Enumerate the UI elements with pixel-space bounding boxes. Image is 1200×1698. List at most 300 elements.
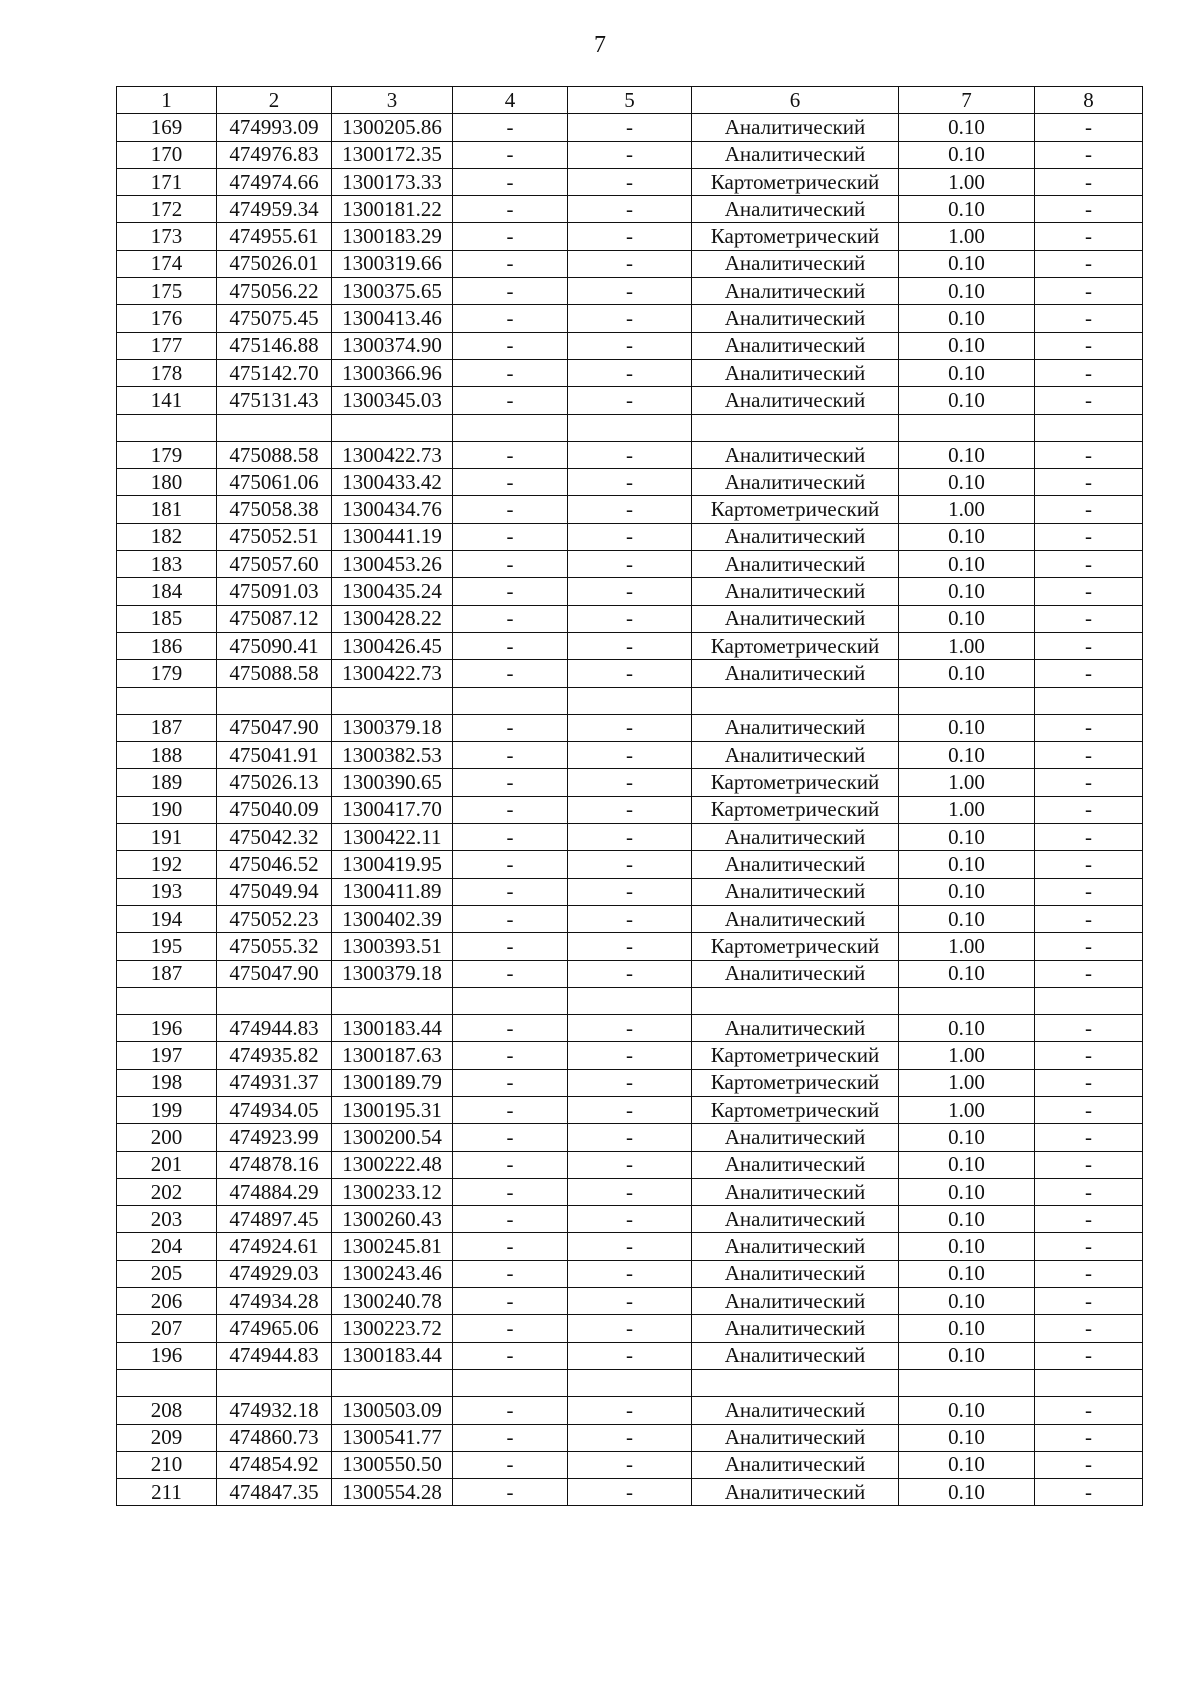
- method-cell: Картометрический: [692, 223, 899, 250]
- accuracy-cell: [899, 987, 1035, 1014]
- accuracy-cell: 0.10: [899, 1479, 1035, 1506]
- column-5-cell: -: [568, 632, 692, 659]
- point-number-cell: 187: [117, 714, 217, 741]
- x-coordinate-cell: 475026.13: [217, 769, 332, 796]
- x-coordinate-cell: 475047.90: [217, 960, 332, 987]
- accuracy-cell: [899, 414, 1035, 441]
- point-number-cell: [117, 414, 217, 441]
- column-4-cell: -: [453, 114, 568, 141]
- table-row: [117, 1233, 1143, 1260]
- accuracy-cell: 0.10: [899, 578, 1035, 605]
- column-4-cell: -: [453, 742, 568, 769]
- column-5-cell: -: [568, 1124, 692, 1151]
- table-row: [117, 1124, 1143, 1151]
- method-cell: [692, 1369, 899, 1396]
- column-8-cell: -: [1035, 605, 1143, 632]
- method-cell: Аналитический: [692, 114, 899, 141]
- method-cell: Аналитический: [692, 523, 899, 550]
- y-coordinate-cell: 1300422.73: [332, 441, 453, 468]
- method-cell: [692, 687, 899, 714]
- column-8-cell: -: [1035, 168, 1143, 195]
- column-4-cell: -: [453, 1397, 568, 1424]
- y-coordinate-cell: 1300183.44: [332, 1342, 453, 1369]
- point-number-cell: 172: [117, 196, 217, 223]
- accuracy-cell: 0.10: [899, 714, 1035, 741]
- column-5-cell: -: [568, 1015, 692, 1042]
- column-4-cell: -: [453, 1233, 568, 1260]
- column-8-cell: -: [1035, 1424, 1143, 1451]
- column-8-cell: -: [1035, 114, 1143, 141]
- x-coordinate-cell: 474931.37: [217, 1069, 332, 1096]
- y-coordinate-cell: [332, 687, 453, 714]
- point-number-cell: 173: [117, 223, 217, 250]
- separator-row: [117, 1369, 1143, 1396]
- y-coordinate-cell: 1300366.96: [332, 359, 453, 386]
- accuracy-cell: 1.00: [899, 933, 1035, 960]
- column-8-cell: -: [1035, 1015, 1143, 1042]
- x-coordinate-cell: 474934.05: [217, 1096, 332, 1123]
- point-number-cell: 205: [117, 1260, 217, 1287]
- x-coordinate-cell: [217, 414, 332, 441]
- column-8-cell: -: [1035, 1342, 1143, 1369]
- y-coordinate-cell: 1300345.03: [332, 387, 453, 414]
- point-number-cell: 177: [117, 332, 217, 359]
- x-coordinate-cell: 474924.61: [217, 1233, 332, 1260]
- point-number-cell: 195: [117, 933, 217, 960]
- table-row: [117, 1397, 1143, 1424]
- column-5-cell: -: [568, 605, 692, 632]
- y-coordinate-cell: 1300245.81: [332, 1233, 453, 1260]
- column-5-cell: -: [568, 769, 692, 796]
- y-coordinate-cell: 1300541.77: [332, 1424, 453, 1451]
- accuracy-cell: [899, 687, 1035, 714]
- method-cell: Картометрический: [692, 933, 899, 960]
- column-8-cell: -: [1035, 523, 1143, 550]
- point-number-cell: 203: [117, 1206, 217, 1233]
- x-coordinate-cell: 475087.12: [217, 605, 332, 632]
- method-cell: Аналитический: [692, 905, 899, 932]
- method-cell: Аналитический: [692, 196, 899, 223]
- accuracy-cell: 0.10: [899, 1260, 1035, 1287]
- point-number-cell: 208: [117, 1397, 217, 1424]
- x-coordinate-cell: 475088.58: [217, 660, 332, 687]
- y-coordinate-cell: 1300172.35: [332, 141, 453, 168]
- table-row: [117, 742, 1143, 769]
- table-row: [117, 578, 1143, 605]
- column-4-cell: -: [453, 523, 568, 550]
- column-8-cell: -: [1035, 632, 1143, 659]
- column-5-cell: -: [568, 223, 692, 250]
- point-number-cell: 174: [117, 250, 217, 277]
- accuracy-cell: 0.10: [899, 359, 1035, 386]
- y-coordinate-cell: 1300240.78: [332, 1288, 453, 1315]
- table-row: [117, 796, 1143, 823]
- x-coordinate-cell: 474878.16: [217, 1151, 332, 1178]
- point-number-cell: 193: [117, 878, 217, 905]
- method-cell: Аналитический: [692, 551, 899, 578]
- table-row: [117, 223, 1143, 250]
- point-number-cell: 202: [117, 1178, 217, 1205]
- point-number-cell: 179: [117, 660, 217, 687]
- column-4-cell: -: [453, 1069, 568, 1096]
- y-coordinate-cell: [332, 414, 453, 441]
- column-5-cell: -: [568, 660, 692, 687]
- x-coordinate-cell: 474934.28: [217, 1288, 332, 1315]
- table-row: [117, 551, 1143, 578]
- accuracy-cell: 0.10: [899, 824, 1035, 851]
- method-cell: Аналитический: [692, 1397, 899, 1424]
- y-coordinate-cell: 1300379.18: [332, 960, 453, 987]
- method-cell: Аналитический: [692, 1479, 899, 1506]
- column-header: 7: [899, 87, 1035, 114]
- table-row: [117, 1479, 1143, 1506]
- column-4-cell: [453, 414, 568, 441]
- x-coordinate-cell: 475041.91: [217, 742, 332, 769]
- accuracy-cell: 0.10: [899, 250, 1035, 277]
- point-number-cell: 211: [117, 1479, 217, 1506]
- table-row: [117, 496, 1143, 523]
- column-5-cell: -: [568, 1479, 692, 1506]
- accuracy-cell: 0.10: [899, 551, 1035, 578]
- table-row: [117, 1178, 1143, 1205]
- column-4-cell: [453, 1369, 568, 1396]
- column-4-cell: -: [453, 878, 568, 905]
- x-coordinate-cell: 474976.83: [217, 141, 332, 168]
- table-row: [117, 1151, 1143, 1178]
- column-4-cell: -: [453, 223, 568, 250]
- column-8-cell: [1035, 1369, 1143, 1396]
- point-number-cell: 189: [117, 769, 217, 796]
- column-4-cell: -: [453, 250, 568, 277]
- column-8-cell: -: [1035, 278, 1143, 305]
- column-5-cell: -: [568, 1206, 692, 1233]
- y-coordinate-cell: 1300422.11: [332, 824, 453, 851]
- accuracy-cell: 1.00: [899, 1069, 1035, 1096]
- column-5-cell: -: [568, 1233, 692, 1260]
- column-5-cell: -: [568, 578, 692, 605]
- method-cell: Картометрический: [692, 168, 899, 195]
- x-coordinate-cell: 474923.99: [217, 1124, 332, 1151]
- y-coordinate-cell: 1300503.09: [332, 1397, 453, 1424]
- y-coordinate-cell: [332, 987, 453, 1014]
- y-coordinate-cell: 1300554.28: [332, 1479, 453, 1506]
- x-coordinate-cell: 475075.45: [217, 305, 332, 332]
- accuracy-cell: 0.10: [899, 469, 1035, 496]
- table-row: [117, 114, 1143, 141]
- y-coordinate-cell: 1300419.95: [332, 851, 453, 878]
- column-8-cell: -: [1035, 359, 1143, 386]
- column-header: 2: [217, 87, 332, 114]
- table-row: [117, 168, 1143, 195]
- point-number-cell: 196: [117, 1342, 217, 1369]
- x-coordinate-cell: 474965.06: [217, 1315, 332, 1342]
- column-8-cell: [1035, 987, 1143, 1014]
- accuracy-cell: 1.00: [899, 1042, 1035, 1069]
- accuracy-cell: 0.10: [899, 960, 1035, 987]
- table-row: [117, 359, 1143, 386]
- column-8-cell: -: [1035, 441, 1143, 468]
- column-5-cell: -: [568, 168, 692, 195]
- y-coordinate-cell: 1300393.51: [332, 933, 453, 960]
- accuracy-cell: 0.10: [899, 332, 1035, 359]
- x-coordinate-cell: 474847.35: [217, 1479, 332, 1506]
- column-4-cell: -: [453, 1479, 568, 1506]
- column-5-cell: -: [568, 469, 692, 496]
- y-coordinate-cell: 1300181.22: [332, 196, 453, 223]
- column-8-cell: -: [1035, 578, 1143, 605]
- table-row: [117, 1206, 1143, 1233]
- column-5-cell: -: [568, 1260, 692, 1287]
- method-cell: Аналитический: [692, 851, 899, 878]
- table-row: [117, 305, 1143, 332]
- column-5-cell: -: [568, 1151, 692, 1178]
- column-header: 1: [117, 87, 217, 114]
- separator-row: [117, 987, 1143, 1014]
- y-coordinate-cell: 1300319.66: [332, 250, 453, 277]
- point-number-cell: 191: [117, 824, 217, 851]
- x-coordinate-cell: 475056.22: [217, 278, 332, 305]
- accuracy-cell: 1.00: [899, 168, 1035, 195]
- point-number-cell: 187: [117, 960, 217, 987]
- accuracy-cell: 0.10: [899, 387, 1035, 414]
- point-number-cell: [117, 1369, 217, 1396]
- x-coordinate-cell: 475090.41: [217, 632, 332, 659]
- x-coordinate-cell: 475040.09: [217, 796, 332, 823]
- column-5-cell: [568, 414, 692, 441]
- method-cell: Аналитический: [692, 141, 899, 168]
- method-cell: Аналитический: [692, 441, 899, 468]
- x-coordinate-cell: 475057.60: [217, 551, 332, 578]
- column-8-cell: -: [1035, 660, 1143, 687]
- column-5-cell: -: [568, 714, 692, 741]
- column-5-cell: -: [568, 551, 692, 578]
- y-coordinate-cell: 1300189.79: [332, 1069, 453, 1096]
- column-8-cell: -: [1035, 714, 1143, 741]
- column-5-cell: -: [568, 1042, 692, 1069]
- method-cell: Картометрический: [692, 1069, 899, 1096]
- method-cell: Аналитический: [692, 1015, 899, 1042]
- accuracy-cell: 0.10: [899, 605, 1035, 632]
- column-8-cell: -: [1035, 1042, 1143, 1069]
- column-8-cell: [1035, 414, 1143, 441]
- x-coordinate-cell: 474929.03: [217, 1260, 332, 1287]
- accuracy-cell: 0.10: [899, 196, 1035, 223]
- method-cell: Аналитический: [692, 305, 899, 332]
- x-coordinate-cell: 474935.82: [217, 1042, 332, 1069]
- accuracy-cell: 0.10: [899, 305, 1035, 332]
- column-8-cell: -: [1035, 905, 1143, 932]
- column-4-cell: -: [453, 168, 568, 195]
- y-coordinate-cell: 1300183.44: [332, 1015, 453, 1042]
- column-4-cell: -: [453, 824, 568, 851]
- y-coordinate-cell: 1300441.19: [332, 523, 453, 550]
- accuracy-cell: 0.10: [899, 441, 1035, 468]
- column-5-cell: -: [568, 523, 692, 550]
- x-coordinate-cell: 475146.88: [217, 332, 332, 359]
- column-4-cell: -: [453, 1342, 568, 1369]
- column-4-cell: -: [453, 496, 568, 523]
- y-coordinate-cell: 1300390.65: [332, 769, 453, 796]
- column-5-cell: -: [568, 1315, 692, 1342]
- column-5-cell: -: [568, 1424, 692, 1451]
- point-number-cell: 207: [117, 1315, 217, 1342]
- x-coordinate-cell: 474993.09: [217, 114, 332, 141]
- column-5-cell: -: [568, 196, 692, 223]
- y-coordinate-cell: 1300417.70: [332, 796, 453, 823]
- table-row: [117, 1288, 1143, 1315]
- column-8-cell: -: [1035, 387, 1143, 414]
- column-8-cell: -: [1035, 551, 1143, 578]
- method-cell: [692, 987, 899, 1014]
- column-4-cell: -: [453, 1315, 568, 1342]
- y-coordinate-cell: 1300550.50: [332, 1451, 453, 1478]
- point-number-cell: 204: [117, 1233, 217, 1260]
- point-number-cell: 185: [117, 605, 217, 632]
- y-coordinate-cell: 1300222.48: [332, 1151, 453, 1178]
- column-4-cell: -: [453, 851, 568, 878]
- point-number-cell: 198: [117, 1069, 217, 1096]
- table-row: [117, 332, 1143, 359]
- method-cell: Аналитический: [692, 578, 899, 605]
- column-5-cell: -: [568, 933, 692, 960]
- point-number-cell: 192: [117, 851, 217, 878]
- column-4-cell: -: [453, 1151, 568, 1178]
- point-number-cell: 183: [117, 551, 217, 578]
- column-5-cell: -: [568, 250, 692, 277]
- table-row: [117, 1096, 1143, 1123]
- column-8-cell: -: [1035, 933, 1143, 960]
- y-coordinate-cell: 1300173.33: [332, 168, 453, 195]
- method-cell: Аналитический: [692, 1124, 899, 1151]
- column-8-cell: -: [1035, 332, 1143, 359]
- y-coordinate-cell: 1300195.31: [332, 1096, 453, 1123]
- point-number-cell: 188: [117, 742, 217, 769]
- column-5-cell: -: [568, 851, 692, 878]
- point-number-cell: 141: [117, 387, 217, 414]
- method-cell: Картометрический: [692, 496, 899, 523]
- table-row: [117, 1042, 1143, 1069]
- point-number-cell: 186: [117, 632, 217, 659]
- method-cell: Аналитический: [692, 660, 899, 687]
- column-5-cell: -: [568, 1069, 692, 1096]
- point-number-cell: 176: [117, 305, 217, 332]
- column-4-cell: -: [453, 960, 568, 987]
- method-cell: Аналитический: [692, 332, 899, 359]
- column-4-cell: -: [453, 1096, 568, 1123]
- y-coordinate-cell: [332, 1369, 453, 1396]
- column-8-cell: -: [1035, 769, 1143, 796]
- accuracy-cell: [899, 1369, 1035, 1396]
- x-coordinate-cell: 475061.06: [217, 469, 332, 496]
- method-cell: Аналитический: [692, 1151, 899, 1178]
- column-4-cell: -: [453, 387, 568, 414]
- column-8-cell: -: [1035, 796, 1143, 823]
- y-coordinate-cell: 1300379.18: [332, 714, 453, 741]
- column-8-cell: -: [1035, 1151, 1143, 1178]
- column-8-cell: -: [1035, 469, 1143, 496]
- method-cell: Картометрический: [692, 632, 899, 659]
- point-number-cell: 206: [117, 1288, 217, 1315]
- column-8-cell: -: [1035, 851, 1143, 878]
- accuracy-cell: 0.10: [899, 851, 1035, 878]
- column-5-cell: -: [568, 387, 692, 414]
- column-4-cell: [453, 987, 568, 1014]
- table-row: [117, 851, 1143, 878]
- column-5-cell: -: [568, 742, 692, 769]
- column-5-cell: -: [568, 796, 692, 823]
- column-5-cell: -: [568, 1451, 692, 1478]
- table-row: [117, 1315, 1143, 1342]
- column-8-cell: -: [1035, 1069, 1143, 1096]
- table-header-row: [117, 87, 1143, 114]
- column-4-cell: -: [453, 332, 568, 359]
- column-5-cell: -: [568, 359, 692, 386]
- column-4-cell: -: [453, 1424, 568, 1451]
- page-number: 7: [594, 32, 606, 58]
- table-row: [117, 1451, 1143, 1478]
- table-row: [117, 960, 1143, 987]
- table-row: [117, 605, 1143, 632]
- y-coordinate-cell: 1300422.73: [332, 660, 453, 687]
- column-8-cell: -: [1035, 1315, 1143, 1342]
- accuracy-cell: 0.10: [899, 1397, 1035, 1424]
- accuracy-cell: 0.10: [899, 114, 1035, 141]
- column-5-cell: -: [568, 878, 692, 905]
- table-row: [117, 824, 1143, 851]
- y-coordinate-cell: 1300233.12: [332, 1178, 453, 1205]
- y-coordinate-cell: 1300411.89: [332, 878, 453, 905]
- point-number-cell: 200: [117, 1124, 217, 1151]
- accuracy-cell: 0.10: [899, 1178, 1035, 1205]
- column-header: 8: [1035, 87, 1143, 114]
- x-coordinate-cell: 474974.66: [217, 168, 332, 195]
- y-coordinate-cell: 1300426.45: [332, 632, 453, 659]
- column-4-cell: -: [453, 578, 568, 605]
- column-header: 3: [332, 87, 453, 114]
- coordinates-table: [116, 86, 1143, 1506]
- x-coordinate-cell: 474944.83: [217, 1015, 332, 1042]
- x-coordinate-cell: 475055.32: [217, 933, 332, 960]
- column-4-cell: -: [453, 605, 568, 632]
- method-cell: Картометрический: [692, 796, 899, 823]
- method-cell: Аналитический: [692, 1260, 899, 1287]
- x-coordinate-cell: 475088.58: [217, 441, 332, 468]
- x-coordinate-cell: 475049.94: [217, 878, 332, 905]
- table-row: [117, 714, 1143, 741]
- accuracy-cell: 0.10: [899, 1424, 1035, 1451]
- column-8-cell: -: [1035, 1124, 1143, 1151]
- column-5-cell: -: [568, 332, 692, 359]
- method-cell: Картометрический: [692, 1096, 899, 1123]
- point-number-cell: 178: [117, 359, 217, 386]
- accuracy-cell: 0.10: [899, 1151, 1035, 1178]
- x-coordinate-cell: 474860.73: [217, 1424, 332, 1451]
- point-number-cell: [117, 987, 217, 1014]
- column-8-cell: -: [1035, 305, 1143, 332]
- x-coordinate-cell: 474955.61: [217, 223, 332, 250]
- separator-row: [117, 687, 1143, 714]
- table-row: [117, 1069, 1143, 1096]
- accuracy-cell: 0.10: [899, 1315, 1035, 1342]
- table-row: [117, 632, 1143, 659]
- y-coordinate-cell: 1300243.46: [332, 1260, 453, 1287]
- accuracy-cell: 0.10: [899, 1206, 1035, 1233]
- column-header: 4: [453, 87, 568, 114]
- column-4-cell: -: [453, 551, 568, 578]
- y-coordinate-cell: 1300413.46: [332, 305, 453, 332]
- column-5-cell: -: [568, 305, 692, 332]
- point-number-cell: 169: [117, 114, 217, 141]
